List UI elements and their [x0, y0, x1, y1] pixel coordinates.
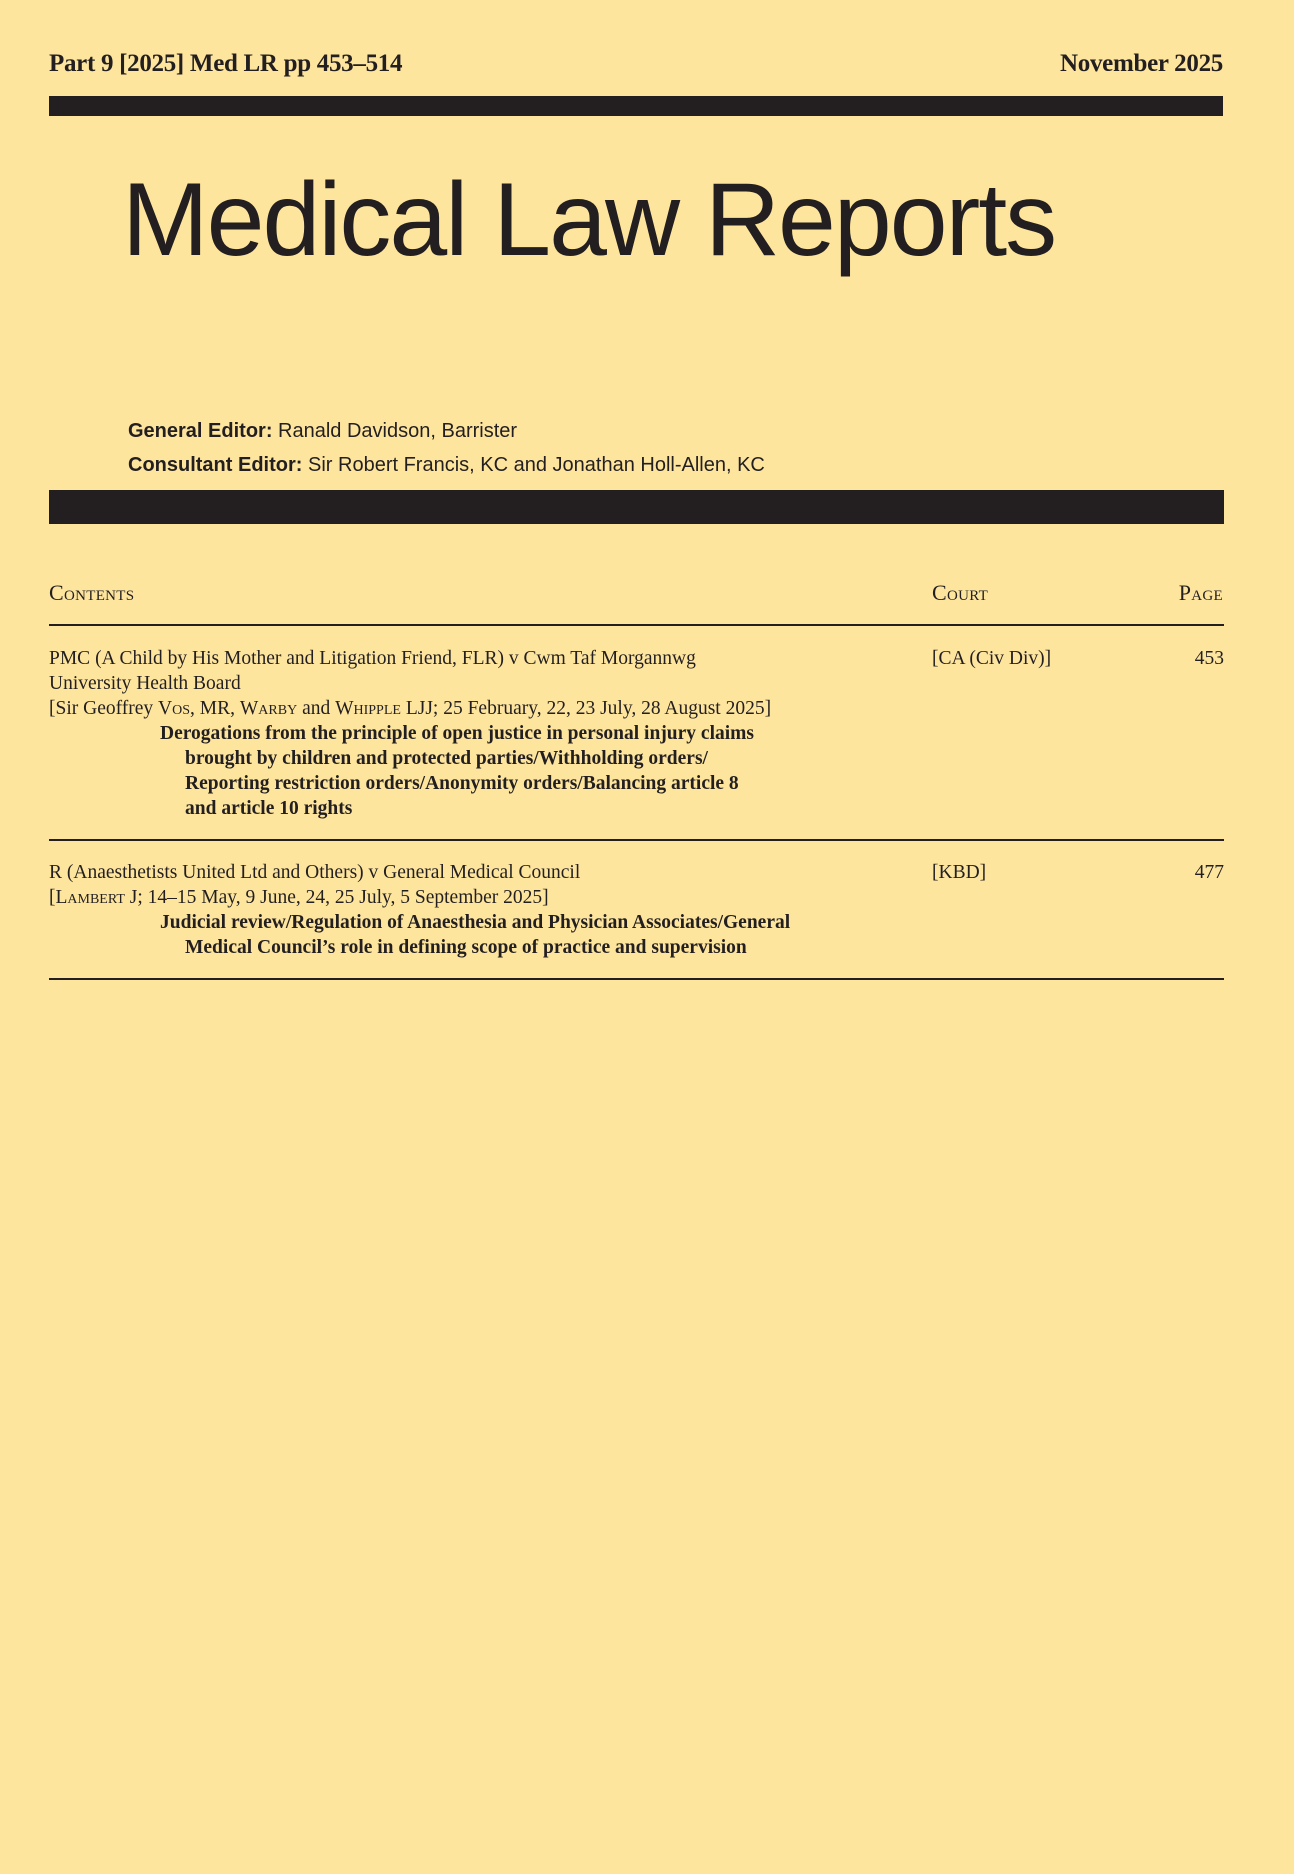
- entry-rule: [49, 839, 1224, 841]
- judges-and-dates: [Lambert J; 14–15 May, 9 June, 24, 25 July, 5 September 2025]: [49, 887, 549, 908]
- consultant-editor-label: Consultant Editor:: [128, 454, 303, 476]
- entry-details: [49, 860, 909, 960]
- journal-title: Medical Law Reports: [122, 162, 1056, 278]
- entry-court: [CA (Civ Div)]: [932, 648, 1052, 669]
- issue-date: November 2025: [1060, 50, 1223, 77]
- catchwords: Judicial review/Regulation of Anaesthesia and Physician Associates/General Medical Council’s role in defining scope of practice and supervision: [160, 912, 791, 958]
- case-title-line[interactable]: R (Anaesthetists United Ltd and Others) v General Medical Council: [49, 862, 581, 883]
- entry-details: [49, 646, 909, 821]
- contents-entry[interactable]: [49, 646, 1224, 821]
- general-editor-name: Ranald Davidson, Barrister: [278, 420, 518, 442]
- court-column-header: Court: [932, 580, 989, 605]
- issue-reference: Part 9 [2025] Med LR pp 453–514: [49, 50, 403, 77]
- editors-block: [128, 414, 765, 482]
- bottom-rule: [49, 978, 1224, 980]
- case-title-line[interactable]: PMC (A Child by His Mother and Litigation Friend, FLR) v Cwm Taf Morgannwg: [49, 648, 696, 669]
- case-title-line[interactable]: University Health Board: [49, 673, 241, 694]
- entry-court: [KBD]: [932, 862, 987, 883]
- top-divider-bar: [49, 96, 1223, 116]
- consultant-editor-line: [128, 448, 765, 482]
- general-editor-line: [128, 414, 765, 448]
- catchwords: Derogations from the principle of open justice in personal injury claims brought by children and protected parties/Withholding orders/ Reporting restriction orders/Anonymity orders/Balancing article 8 and article 10 rights: [160, 723, 755, 819]
- judges-and-dates: [Sir Geoffrey Vos, MR, Warby and Whipple LJJ; 25 February, 22, 23 July, 28 August 2025]: [49, 698, 772, 719]
- entry-page-number[interactable]: 453: [1194, 648, 1224, 669]
- contents-column-header: Contents: [49, 580, 135, 605]
- page-column-header: Page: [1178, 580, 1223, 605]
- consultant-editor-name: Sir Robert Francis, KC and Jonathan Holl-Allen, KC: [308, 454, 765, 476]
- header-rule: [49, 624, 1224, 626]
- entry-page-number[interactable]: 477: [1194, 862, 1224, 883]
- middle-divider-bar: [49, 490, 1224, 524]
- contents-entry[interactable]: [49, 860, 1224, 960]
- general-editor-label: General Editor:: [128, 420, 273, 442]
